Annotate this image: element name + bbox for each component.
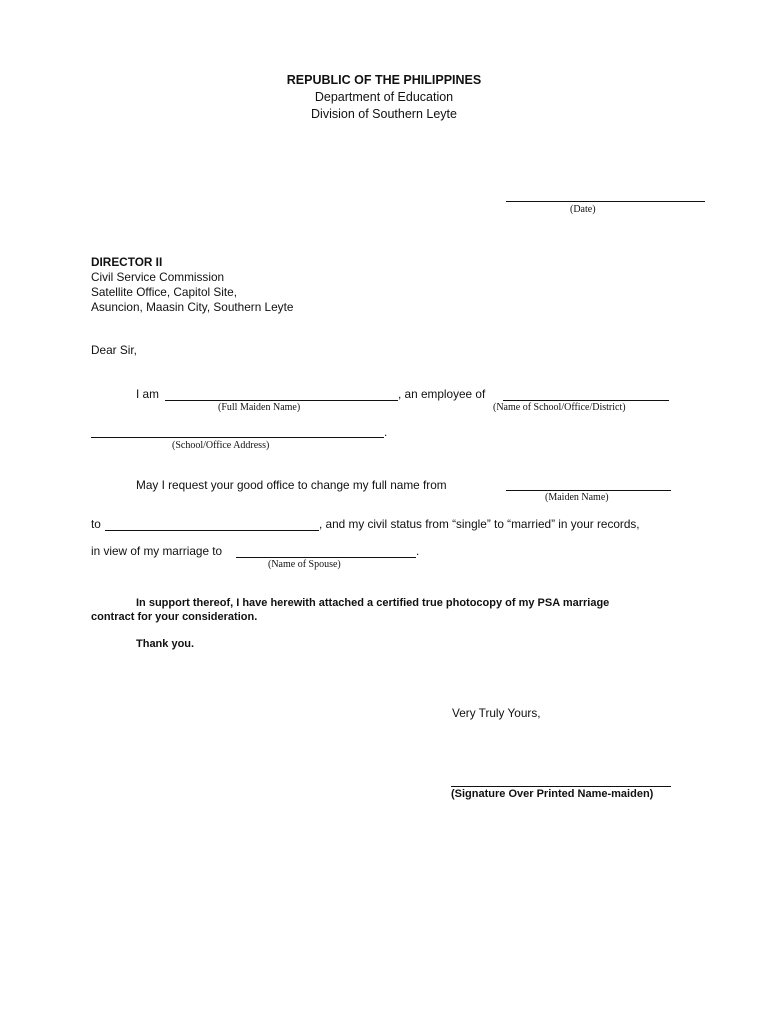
address-blank-line bbox=[91, 437, 384, 438]
support-line-2: contract for your consideration. bbox=[91, 611, 258, 623]
addressee-line-3: Asuncion, Maasin City, Southern Leyte bbox=[91, 300, 294, 314]
department-heading: Department of Education bbox=[314, 90, 454, 104]
request-text: May I request your good office to change my full name from bbox=[136, 478, 447, 492]
maiden-name-blank-line bbox=[506, 490, 671, 491]
new-name-blank-line bbox=[105, 530, 319, 531]
support-line-1: In support thereof, I have herewith attached a certified true photocopy of my PSA marriage bbox=[136, 597, 610, 609]
salutation: Dear Sir, bbox=[91, 343, 137, 357]
addressee-title: DIRECTOR II bbox=[91, 255, 163, 269]
spouse-period: . bbox=[416, 544, 420, 558]
in-view-text: in view of my marriage to bbox=[91, 544, 223, 558]
closing: Very Truly Yours, bbox=[452, 706, 541, 720]
spouse-blank-line bbox=[236, 557, 416, 558]
spouse-caption: (Name of Spouse) bbox=[268, 559, 341, 570]
school-blank-line bbox=[503, 400, 669, 401]
addressee-line-1: Civil Service Commission bbox=[91, 270, 225, 284]
full-maiden-name-blank-line bbox=[165, 400, 398, 401]
thank-you: Thank you. bbox=[136, 638, 195, 650]
date-blank-line bbox=[506, 201, 705, 202]
i-am-text: I am bbox=[136, 387, 159, 401]
address-period: . bbox=[384, 425, 388, 439]
division-heading: Division of Southern Leyte bbox=[311, 107, 457, 121]
addressee-line-2: Satellite Office, Capitol Site, bbox=[91, 285, 238, 299]
signature-caption: (Signature Over Printed Name-maiden) bbox=[451, 788, 654, 800]
civil-status-text: , and my civil status from “single” to “married” in your records, bbox=[319, 517, 640, 531]
school-caption: (Name of School/Office/District) bbox=[493, 402, 626, 413]
maiden-name-caption: (Maiden Name) bbox=[545, 492, 609, 503]
employee-of-text: , an employee of bbox=[398, 387, 486, 401]
address-caption: (School/Office Address) bbox=[172, 440, 270, 451]
date-caption: (Date) bbox=[570, 204, 596, 215]
signature-blank-line bbox=[451, 786, 671, 787]
to-text: to bbox=[91, 517, 101, 531]
full-maiden-name-caption: (Full Maiden Name) bbox=[218, 402, 301, 413]
republic-heading: REPUBLIC OF THE PHILIPPINES bbox=[286, 73, 482, 87]
